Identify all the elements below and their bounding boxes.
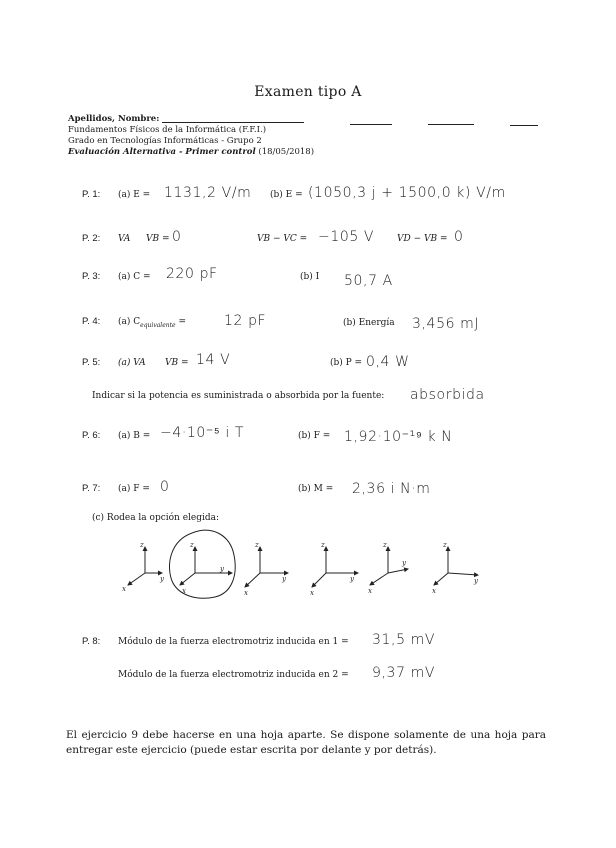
p5-sub-question: Indicar si la potencia es suministrada o absorbida por la fuente: — [92, 391, 385, 401]
p5-a-eq: VB = — [165, 358, 189, 368]
svg-text:z: z — [321, 541, 325, 549]
p8-answer1: 31,5 mV — [372, 632, 436, 648]
p2-va: VA — [118, 234, 131, 244]
svg-text:y: y — [282, 575, 286, 583]
svg-text:x: x — [432, 587, 436, 595]
name-blank — [428, 124, 474, 125]
svg-text:z: z — [443, 541, 447, 549]
svg-text:y: y — [474, 577, 478, 585]
p3-b-answer: 50,7 A — [344, 273, 393, 289]
p3-b-prefix: (b) I — [300, 272, 320, 282]
p7-a-answer: 0 — [160, 479, 170, 495]
p3-a-prefix: (a) C = — [118, 272, 151, 282]
p8-answer2: 9,37 mV — [372, 665, 436, 681]
p2-label: P. 2: — [82, 233, 101, 244]
p2-vb-vc-answer: −105 V — [318, 229, 375, 245]
p5-a-answer: 14 V — [196, 352, 231, 368]
selection-circle — [169, 530, 235, 598]
svg-text:y: y — [402, 559, 406, 567]
p5-label: P. 5: — [82, 357, 101, 368]
p7-b-answer: 2,36 i N·m — [352, 481, 431, 497]
p4-label: P. 4: — [82, 316, 101, 327]
p1-a-answer: 1131,2 V/m — [164, 185, 252, 201]
p4-b-prefix: (b) Energía — [343, 318, 395, 328]
p2-vd-vb-answer: 0 — [454, 229, 464, 245]
p2-vb-eq: VB = — [146, 234, 170, 244]
p6-b-prefix: (b) F = — [298, 431, 331, 441]
p8-line1: Módulo de la fuerza electromotriz inducida en 1 = — [118, 637, 349, 647]
p6-a-prefix: (a) B = — [118, 431, 151, 441]
svg-text:x: x — [244, 589, 248, 597]
axes-options — [100, 525, 520, 615]
p3-a-answer: 220 pF — [166, 266, 218, 282]
p4-a-prefix: (a) $C_{equivalente}$ = — [118, 317, 186, 329]
p3-label: P. 3: — [82, 271, 101, 282]
p1-b-answer: (1050,3 j + 1500,0 k) V/m — [308, 185, 506, 201]
p6-a-answer: −4·10⁻⁵ i T — [160, 425, 245, 441]
p8-label: P. 8: — [82, 636, 101, 647]
p7-a-prefix: (a) F = — [118, 484, 150, 494]
p2-vb-vc: VB − VC = — [257, 234, 308, 244]
svg-text:x: x — [368, 587, 372, 595]
p1-a-prefix: (a) E = — [118, 190, 151, 200]
name-blank — [510, 125, 538, 126]
name-blank — [162, 122, 304, 123]
axes-option-1[interactable] — [128, 547, 162, 585]
axes-option-2[interactable] — [180, 547, 232, 585]
svg-text:z: z — [190, 541, 194, 549]
course-line: Fundamentos Físicos de la Informática (F.F.I.) — [68, 125, 267, 135]
p5-b-answer: 0,4 W — [366, 354, 410, 370]
p7-c-prompt: (c) Rodea la opción elegida: — [92, 513, 220, 523]
p2-vb-answer: 0 — [172, 229, 182, 245]
p2-vd-vb: VD − VB = — [397, 234, 448, 244]
svg-text:z: z — [255, 541, 259, 549]
name-line: Apellidos, Nombre: — [68, 114, 160, 124]
svg-text:x: x — [182, 587, 186, 595]
p7-label: P. 7: — [82, 483, 101, 494]
svg-text:y: y — [160, 575, 164, 583]
p4-a-answer: 12 pF — [224, 313, 267, 329]
degree-line: Grado en Tecnologías Informáticas - Grupo 2 — [68, 136, 262, 146]
svg-text:z: z — [140, 541, 144, 549]
svg-text:z: z — [383, 541, 387, 549]
svg-text:y: y — [350, 575, 354, 583]
p1-b-prefix: (b) E = — [270, 190, 303, 200]
p5-sub-answer: absorbida — [410, 387, 485, 403]
p7-b-prefix: (b) M = — [298, 484, 334, 494]
axes-option-6[interactable] — [434, 547, 478, 585]
p1-label: P. 1: — [82, 189, 101, 200]
name-blank — [350, 124, 392, 125]
svg-text:x: x — [122, 585, 126, 593]
footer-note: El ejercicio 9 debe hacerse en una hoja aparte. Se dispone solamente de una hoja para entregar este ejercicio (puede estar escrita por delante y por detrás). — [66, 729, 546, 756]
evaluation-line: Evaluación Alternativa - Primer control (18/05/2018) — [68, 147, 315, 157]
svg-text:x: x — [310, 589, 314, 597]
p5-a-prefix: (a) VA — [118, 358, 146, 368]
p6-b-answer: 1,92·10⁻¹⁹ k N — [344, 429, 453, 445]
p6-label: P. 6: — [82, 430, 101, 441]
p4-b-answer: 3,456 mJ — [412, 316, 480, 332]
p5-b-prefix: (b) P = — [330, 358, 363, 368]
page-title: Examen tipo A — [254, 84, 362, 100]
svg-text:y: y — [220, 565, 224, 573]
p8-line2: Módulo de la fuerza electromotriz inducida en 2 = — [118, 670, 349, 680]
